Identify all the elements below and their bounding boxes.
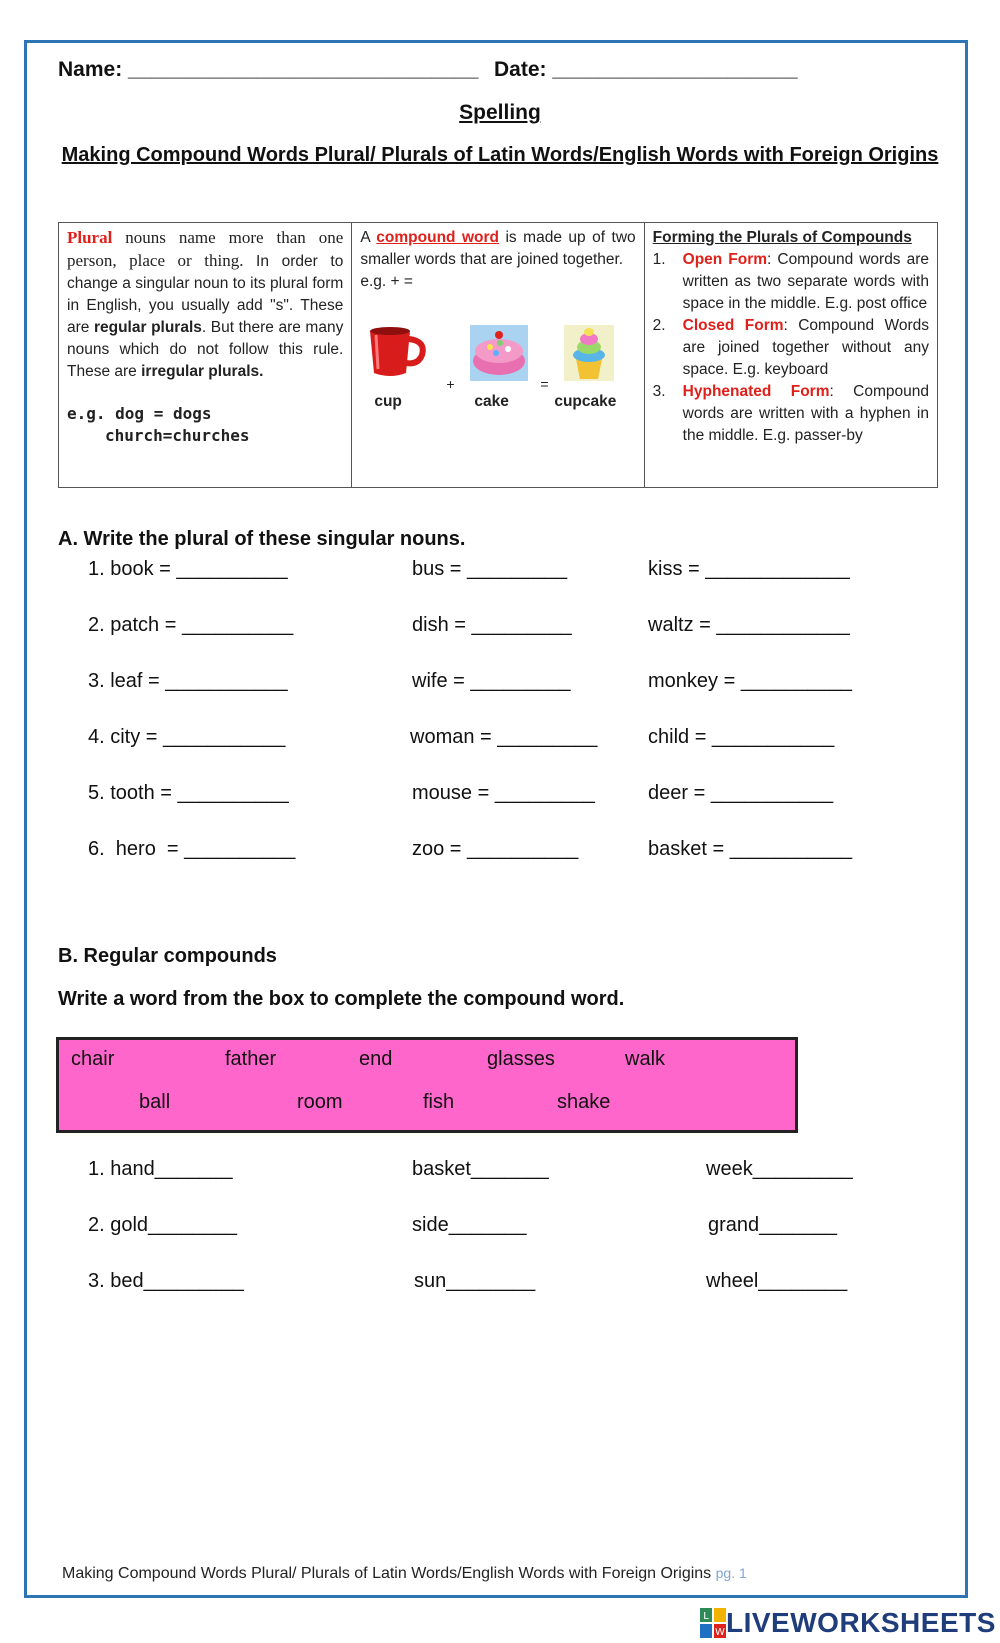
box-word: walk bbox=[625, 1048, 666, 1070]
plus-sign: + bbox=[446, 376, 455, 392]
page-subtitle: Making Compound Words Plural/ Plurals of Latin Words/English Words with Foreign Origins bbox=[61, 144, 939, 166]
compound-word-term: compound word bbox=[376, 229, 500, 246]
cake-image bbox=[470, 325, 528, 381]
plural-question[interactable]: wife = _________ bbox=[412, 670, 571, 692]
word-box bbox=[56, 1037, 798, 1133]
plural-definition-cell bbox=[59, 223, 352, 487]
compound-question[interactable]: week_________ bbox=[706, 1158, 853, 1180]
rule-number: 2. bbox=[652, 317, 666, 334]
plural-def-text: nouns name more than one person, place or thing. bbox=[67, 228, 344, 270]
logo-letter-w: W bbox=[715, 1627, 725, 1638]
liveworksheets-logo-icon bbox=[700, 1608, 726, 1638]
rule-name-hyphenated: Hyphenated Form bbox=[682, 383, 830, 400]
example-dog: e.g. dog = dogs bbox=[67, 404, 212, 423]
box-word: fish bbox=[423, 1091, 455, 1113]
plural-question[interactable]: woman = _________ bbox=[410, 726, 598, 748]
section-a-heading: A. Write the plural of these singular nouns. bbox=[58, 528, 466, 550]
compound-question[interactable]: grand_______ bbox=[708, 1214, 838, 1236]
rule-number: 3. bbox=[652, 383, 666, 400]
plural-rules-cell bbox=[645, 223, 937, 487]
info-table bbox=[58, 222, 938, 488]
plural-word: Plural bbox=[67, 228, 113, 247]
plural-question[interactable]: 6. hero = __________ bbox=[88, 838, 296, 860]
plural-question[interactable]: bus = _________ bbox=[412, 558, 568, 580]
plural-question[interactable]: zoo = __________ bbox=[412, 838, 579, 860]
compound-question[interactable]: wheel________ bbox=[706, 1270, 848, 1292]
plural-question[interactable]: deer = ___________ bbox=[648, 782, 834, 804]
compound-question[interactable]: sun________ bbox=[414, 1270, 536, 1292]
regular-plurals-term: regular plurals bbox=[93, 319, 202, 336]
name-field-label: Name: ______________________________ bbox=[58, 58, 479, 81]
rule-text: : Compound words are written as two separate words with space in the middle. E.g. post office bbox=[682, 251, 929, 312]
box-word: room bbox=[297, 1091, 343, 1113]
equals-sign: = bbox=[540, 376, 549, 392]
caption-cake: cake bbox=[474, 393, 509, 410]
box-word: chair bbox=[71, 1048, 115, 1070]
plural-def-text-2: In order to change a singular noun to its plural form in English, you usually add "s". These are bbox=[67, 253, 344, 336]
liveworksheets-logo[interactable] bbox=[700, 1606, 996, 1640]
cupcake-image bbox=[564, 325, 614, 381]
rule-number: 1. bbox=[652, 251, 666, 268]
rule-name-closed: Closed Form bbox=[682, 317, 784, 334]
plural-question[interactable]: basket = ___________ bbox=[648, 838, 853, 860]
footer-text: Making Compound Words Plural/ Plurals of Latin Words/English Words with Foreign Origins bbox=[62, 1565, 712, 1582]
compound-word-cell bbox=[352, 223, 644, 487]
plural-def-text-3: . But there are many nouns which do not follow this rule. These are bbox=[67, 319, 344, 380]
rule-name-open: Open Form bbox=[682, 251, 768, 268]
compound-question[interactable]: 2. gold________ bbox=[88, 1214, 238, 1236]
compound-intro-b: is made up of two smaller words that are joined together. bbox=[360, 229, 636, 268]
plural-question[interactable]: 5. tooth = __________ bbox=[88, 782, 289, 804]
example-equation: e.g. + = bbox=[360, 273, 413, 290]
plural-question[interactable]: 3. leaf = ___________ bbox=[88, 670, 288, 692]
compound-intro-a: A bbox=[360, 229, 377, 246]
box-word: end bbox=[359, 1048, 393, 1070]
rule-item bbox=[653, 249, 929, 315]
page-title: Spelling bbox=[459, 101, 541, 124]
box-word: father bbox=[225, 1048, 277, 1070]
section-b-instruction: Write a word from the box to complete the compound word. bbox=[58, 988, 625, 1010]
liveworksheets-wordmark: LIVEWORKSHEETS bbox=[726, 1607, 996, 1638]
plural-question[interactable]: waltz = ____________ bbox=[648, 614, 850, 636]
compound-example-images bbox=[352, 321, 645, 421]
section-b-heading: B. Regular compounds bbox=[58, 945, 277, 967]
compound-question[interactable]: side_______ bbox=[412, 1214, 527, 1236]
plural-question[interactable]: mouse = _________ bbox=[412, 782, 595, 804]
rules-list bbox=[653, 249, 929, 447]
rule-item bbox=[653, 381, 929, 447]
compound-question[interactable]: 3. bed_________ bbox=[88, 1270, 244, 1292]
rules-heading: Forming the Plurals of Compounds bbox=[652, 229, 912, 246]
logo-letter-l: L bbox=[703, 1611, 709, 1622]
plural-question[interactable]: dish = _________ bbox=[412, 614, 572, 636]
plural-question[interactable]: 2. patch = __________ bbox=[88, 614, 294, 636]
caption-cupcake: cupcake bbox=[554, 393, 617, 410]
caption-cup: cup bbox=[374, 393, 402, 410]
cup-image bbox=[366, 325, 428, 379]
box-word: glasses bbox=[487, 1048, 555, 1070]
compound-question[interactable]: basket_______ bbox=[412, 1158, 549, 1180]
example-church: church=churches bbox=[105, 426, 250, 445]
plural-question[interactable]: child = ___________ bbox=[648, 726, 835, 748]
compound-question[interactable]: 1. hand_______ bbox=[88, 1158, 233, 1180]
box-word: shake bbox=[557, 1091, 611, 1113]
page-number: pg. 1 bbox=[715, 1565, 747, 1581]
box-word: ball bbox=[139, 1091, 171, 1113]
rule-item bbox=[653, 315, 929, 381]
plural-question[interactable]: monkey = __________ bbox=[648, 670, 853, 692]
plural-question[interactable]: 1. book = __________ bbox=[88, 558, 288, 580]
rule-text: : Compound Words are joined together without any space. E.g. keyboard bbox=[682, 317, 929, 378]
irregular-plurals-term: irregular plurals. bbox=[141, 363, 264, 380]
date-field-label: Date: _____________________ bbox=[494, 58, 798, 81]
page-footer bbox=[62, 1565, 747, 1583]
rule-text: : Compound words are written with a hyphen in the middle. E.g. passer-by bbox=[682, 383, 929, 444]
plural-question[interactable]: kiss = _____________ bbox=[648, 558, 850, 580]
plural-question[interactable]: 4. city = ___________ bbox=[88, 726, 286, 748]
